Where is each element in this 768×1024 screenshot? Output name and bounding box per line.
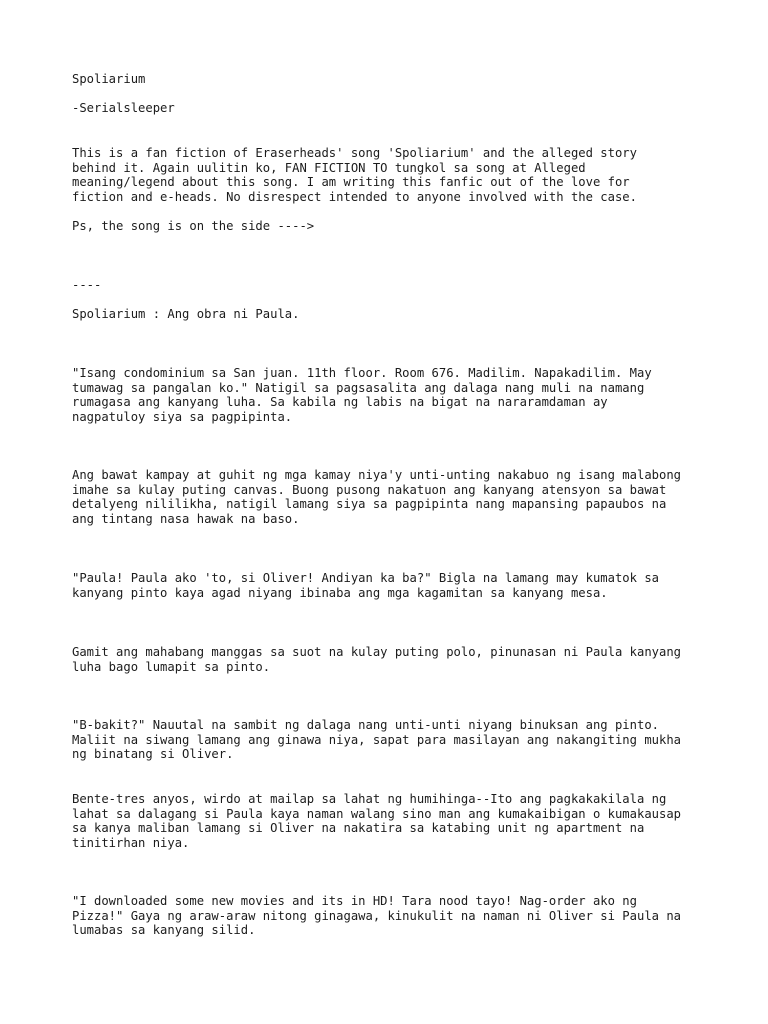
story-paragraph: "Paula! Paula ako 'to, si Oliver! Andiyan ka ba?" Bigla na lamang may kumatok sa kanyang pinto kaya agad niyang ibinaba ang mga kagamitan sa kanyang mesa. [72,571,659,600]
story-paragraph: "I downloaded some new movies and its in HD! Tara nood tayo! Nag-order ako ng Pizza!" Gaya ng araw-araw nitong ginagawa, kinukulit na naman ni Oliver si Paula na lumabas sa kanyang silid. [72,894,682,938]
author-name: -Serialsleeper [72,101,175,115]
section-separator: ---- [72,278,102,292]
story-title: Spoliarium [72,72,146,86]
story-paragraph: Ang bawat kampay at guhit ng mga kamay niya'y unti-unting nakabuo ng isang malabong imahe sa kulay puting canvas. Buong pusong nakatuon ang kanyang atensyon sa bawat detalyeng nililikha, natigil lamang siya sa pagpipinta nang mapansing papaubos na ang tintang nasa hawak na baso. [72,468,682,527]
story-paragraph: Bente-tres anyos, wirdo at mailap sa lahat ng humihinga--Ito ang pagkakakilala ng lahat sa dalagang si Paula kaya naman walang sino man ang kumakaibigan o kumakausap sa kanya maliban lamang si Oliver na nakatira sa katabing unit ng apartment na tinitirhan niya. [72,792,682,851]
story-paragraph: Gamit ang mahabang manggas sa suot na kulay puting polo, pinunasan ni Paula kanyang luha bago lumapit sa pinto. [72,645,682,674]
chapter-title: Spoliarium : Ang obra ni Paula. [72,307,300,321]
intro-paragraph: This is a fan fiction of Eraserheads' song 'Spoliarium' and the alleged story behind it. Again uulitin ko, FAN FICTION TO tungkol sa song at Alleged meaning/legend about this song. I am writing this fanfic out of the love for fiction and e-heads. No disrespect intended to anyone involved with the case. [72,146,637,205]
story-paragraph: "B-bakit?" Nauutal na sambit ng dalaga nang unti-unti niyang binuksan ang pinto. Maliit na siwang lamang ang ginawa niya, sapat para masilayan ang nakangiting mukha ng binatang si Oliver. [72,718,682,762]
story-paragraph: "Isang condominium sa San juan. 11th floor. Room 676. Madilim. Napakadilim. May tumawag sa pangalan ko." Natigil sa pagsasalita ang dalaga nang muli na namang rumagasa ang kanyang luha. Sa kabila ng labis na bigat na nararamdaman ay nagpatuloy siya sa pagpipinta. [72,366,652,425]
ps-note: Ps, the song is on the side ----> [72,219,315,233]
